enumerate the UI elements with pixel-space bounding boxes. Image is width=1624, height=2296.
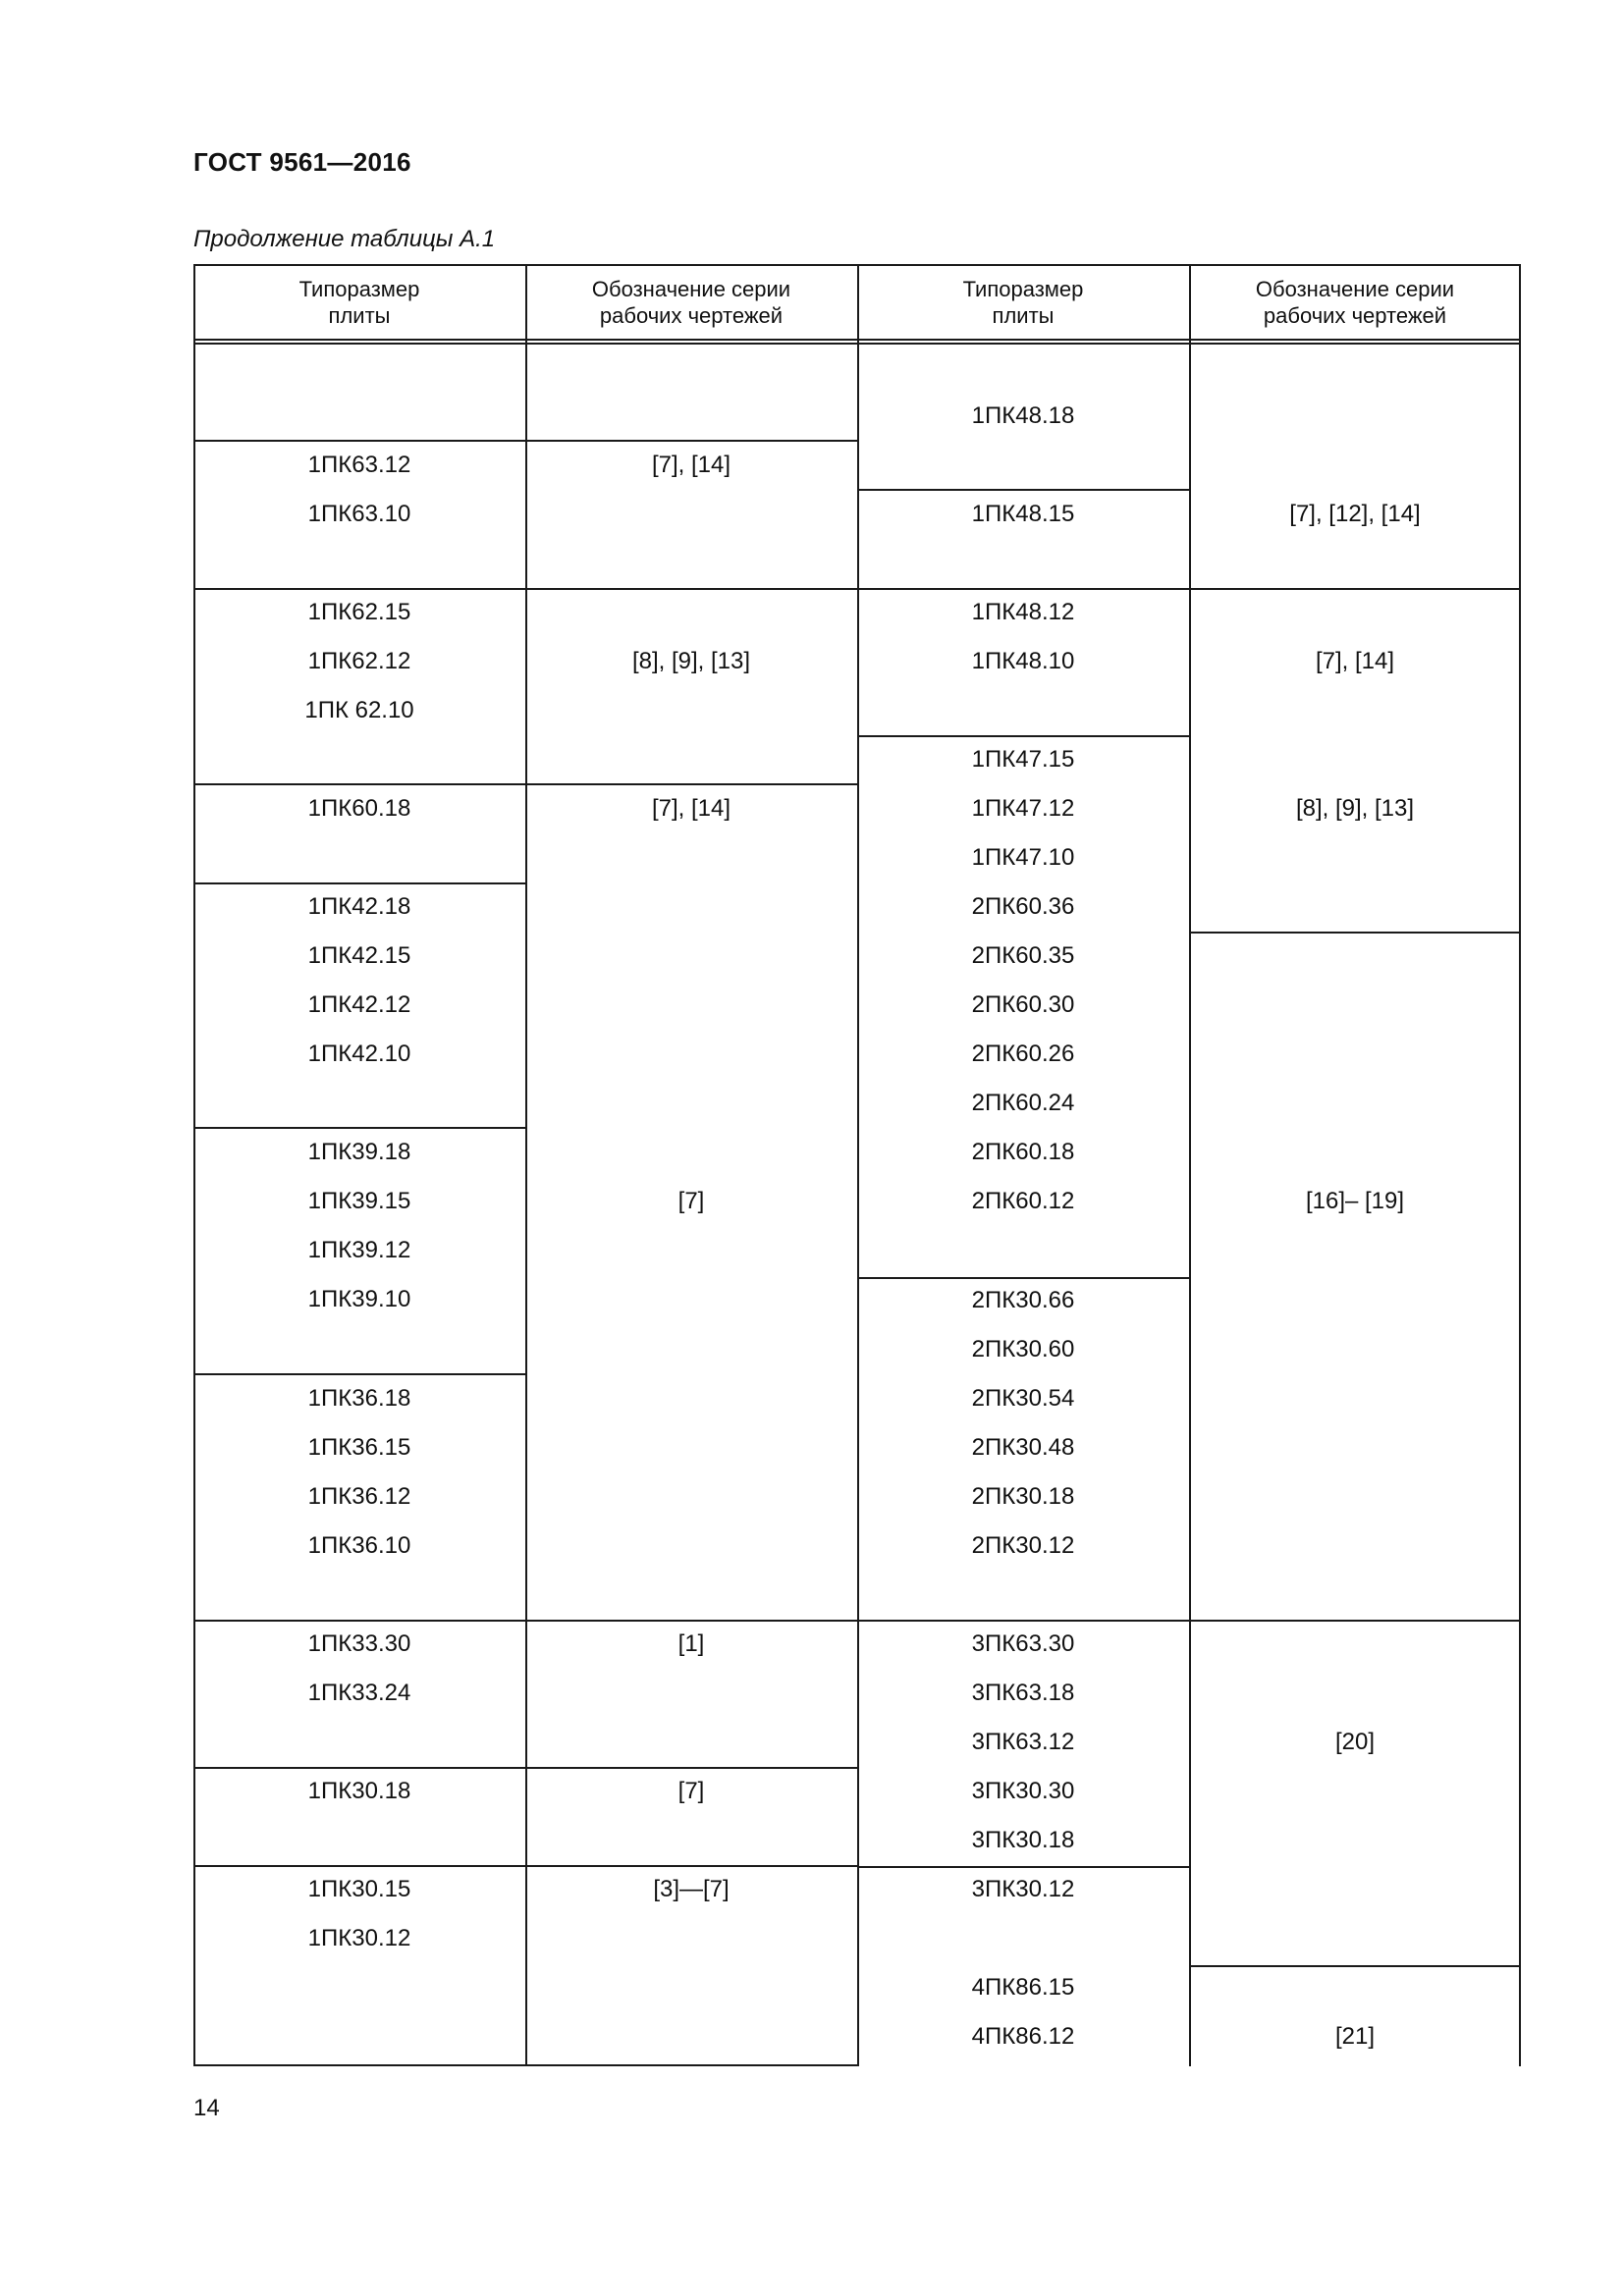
plate-size-cell: 2ПК30.66 (971, 1287, 1075, 1313)
standards-table (193, 264, 1521, 2066)
drawing-series-cell: [7], [14] (651, 795, 731, 822)
plate-size-cell: 1ПК39.18 (307, 1139, 411, 1165)
plate-size-cell: 1ПК62.15 (307, 599, 411, 625)
page-number: 14 (193, 2095, 220, 2121)
grid-vline (193, 264, 195, 2066)
plate-size-cell: 4ПК86.15 (971, 1974, 1075, 2001)
drawing-series-cell: [7] (677, 1188, 705, 1214)
grid-hline (1189, 932, 1521, 934)
plate-size-cell: 2ПК30.12 (971, 1532, 1075, 1559)
plate-size-cell: 1ПК62.12 (307, 648, 411, 674)
grid-vline (525, 264, 527, 2066)
plate-size-cell: 1ПК48.18 (971, 402, 1075, 429)
drawing-series-cell: [7], [12], [14] (1289, 501, 1421, 527)
grid-hline (857, 489, 1189, 491)
drawing-series-cell: [7], [14] (651, 452, 731, 478)
plate-size-cell: 2ПК30.60 (971, 1336, 1075, 1362)
plate-size-cell: 3ПК63.12 (971, 1729, 1075, 1755)
plate-size-cell: 1ПК39.12 (307, 1237, 411, 1263)
plate-size-cell: 2ПК60.12 (971, 1188, 1075, 1214)
plate-size-cell: 2ПК30.18 (971, 1483, 1075, 1510)
plate-size-cell: 3ПК63.30 (971, 1630, 1075, 1657)
plate-size-cell: 1ПК36.10 (307, 1532, 411, 1559)
plate-size-cell: 2ПК60.36 (971, 893, 1075, 920)
header-plate-size-2: Типоразмер плиты (962, 277, 1084, 328)
grid-vline (857, 264, 859, 2066)
plate-size-cell: 1ПК42.18 (307, 893, 411, 920)
drawing-series-cell: [16]– [19] (1305, 1188, 1405, 1214)
plate-size-cell: 2ПК60.35 (971, 942, 1075, 969)
plate-size-cell: 1ПК60.18 (307, 795, 411, 822)
drawing-series-cell: [7] (677, 1778, 705, 1804)
plate-size-cell: 1ПК42.15 (307, 942, 411, 969)
plate-size-cell: 4ПК86.12 (971, 2023, 1075, 2050)
grid-hline (193, 882, 525, 884)
drawing-series-cell: [8], [9], [13] (1295, 795, 1415, 822)
header-drawing-series-1: Обозначение серии рабочих чертежей (591, 277, 791, 328)
drawing-series-cell: [7], [14] (1315, 648, 1395, 674)
plate-size-cell: 3ПК30.12 (971, 1876, 1075, 1902)
plate-size-cell: 1ПК 62.10 (304, 697, 414, 723)
plate-size-cell: 1ПК48.12 (971, 599, 1075, 625)
plate-size-cell: 1ПК63.12 (307, 452, 411, 478)
grid-hline (193, 1127, 525, 1129)
plate-size-cell: 2ПК60.26 (971, 1041, 1075, 1067)
header-plate-size-1: Типоразмер плиты (298, 277, 420, 328)
plate-size-cell: 1ПК30.15 (307, 1876, 411, 1902)
drawing-series-cell: [21] (1334, 2023, 1376, 2050)
grid-hline (857, 1277, 1189, 1279)
plate-size-cell: 2ПК60.24 (971, 1090, 1075, 1116)
plate-size-cell: 1ПК42.10 (307, 1041, 411, 1067)
plate-size-cell: 1ПК39.10 (307, 1286, 411, 1312)
plate-size-cell: 2ПК60.30 (971, 991, 1075, 1018)
grid-hline (1189, 1965, 1521, 1967)
header-drawing-series-2: Обозначение серии рабочих чертежей (1255, 277, 1455, 328)
plate-size-cell: 1ПК48.10 (971, 648, 1075, 674)
grid-vline (1189, 264, 1191, 2066)
plate-size-cell: 1ПК48.15 (971, 501, 1075, 527)
plate-size-cell: 1ПК39.15 (307, 1188, 411, 1214)
plate-size-cell: 1ПК47.12 (971, 795, 1075, 822)
plate-size-cell: 1ПК36.18 (307, 1385, 411, 1412)
plate-size-cell: 1ПК47.15 (971, 746, 1075, 773)
plate-size-cell: 3ПК30.18 (971, 1827, 1075, 1853)
plate-size-cell: 2ПК60.18 (971, 1139, 1075, 1165)
plate-size-cell: 3ПК30.30 (971, 1778, 1075, 1804)
plate-size-cell: 1ПК30.18 (307, 1778, 411, 1804)
drawing-series-cell: [1] (677, 1630, 705, 1657)
plate-size-cell: 1ПК36.15 (307, 1434, 411, 1461)
grid-vline (1519, 264, 1521, 2066)
plate-size-cell: 2ПК30.48 (971, 1434, 1075, 1461)
plate-size-cell: 2ПК30.54 (971, 1385, 1075, 1412)
plate-size-cell: 1ПК63.10 (307, 501, 411, 527)
drawing-series-cell: [20] (1334, 1729, 1376, 1755)
grid-hline (193, 1373, 525, 1375)
plate-size-cell: 1ПК36.12 (307, 1483, 411, 1510)
plate-size-cell: 1ПК33.30 (307, 1630, 411, 1657)
plate-size-cell: 1ПК42.12 (307, 991, 411, 1018)
plate-size-cell: 1ПК33.24 (307, 1680, 411, 1706)
plate-size-cell: 1ПК30.12 (307, 1925, 411, 1951)
document-title: ГОСТ 9561—2016 (193, 147, 411, 177)
drawing-series-cell: [3]—[7] (653, 1876, 730, 1902)
drawing-series-cell: [8], [9], [13] (631, 648, 751, 674)
plate-size-cell: 3ПК63.18 (971, 1680, 1075, 1706)
table-caption: Продолжение таблицы А.1 (193, 226, 496, 252)
grid-hline (857, 735, 1189, 737)
grid-hline (857, 1866, 1189, 1868)
plate-size-cell: 1ПК47.10 (971, 844, 1075, 871)
